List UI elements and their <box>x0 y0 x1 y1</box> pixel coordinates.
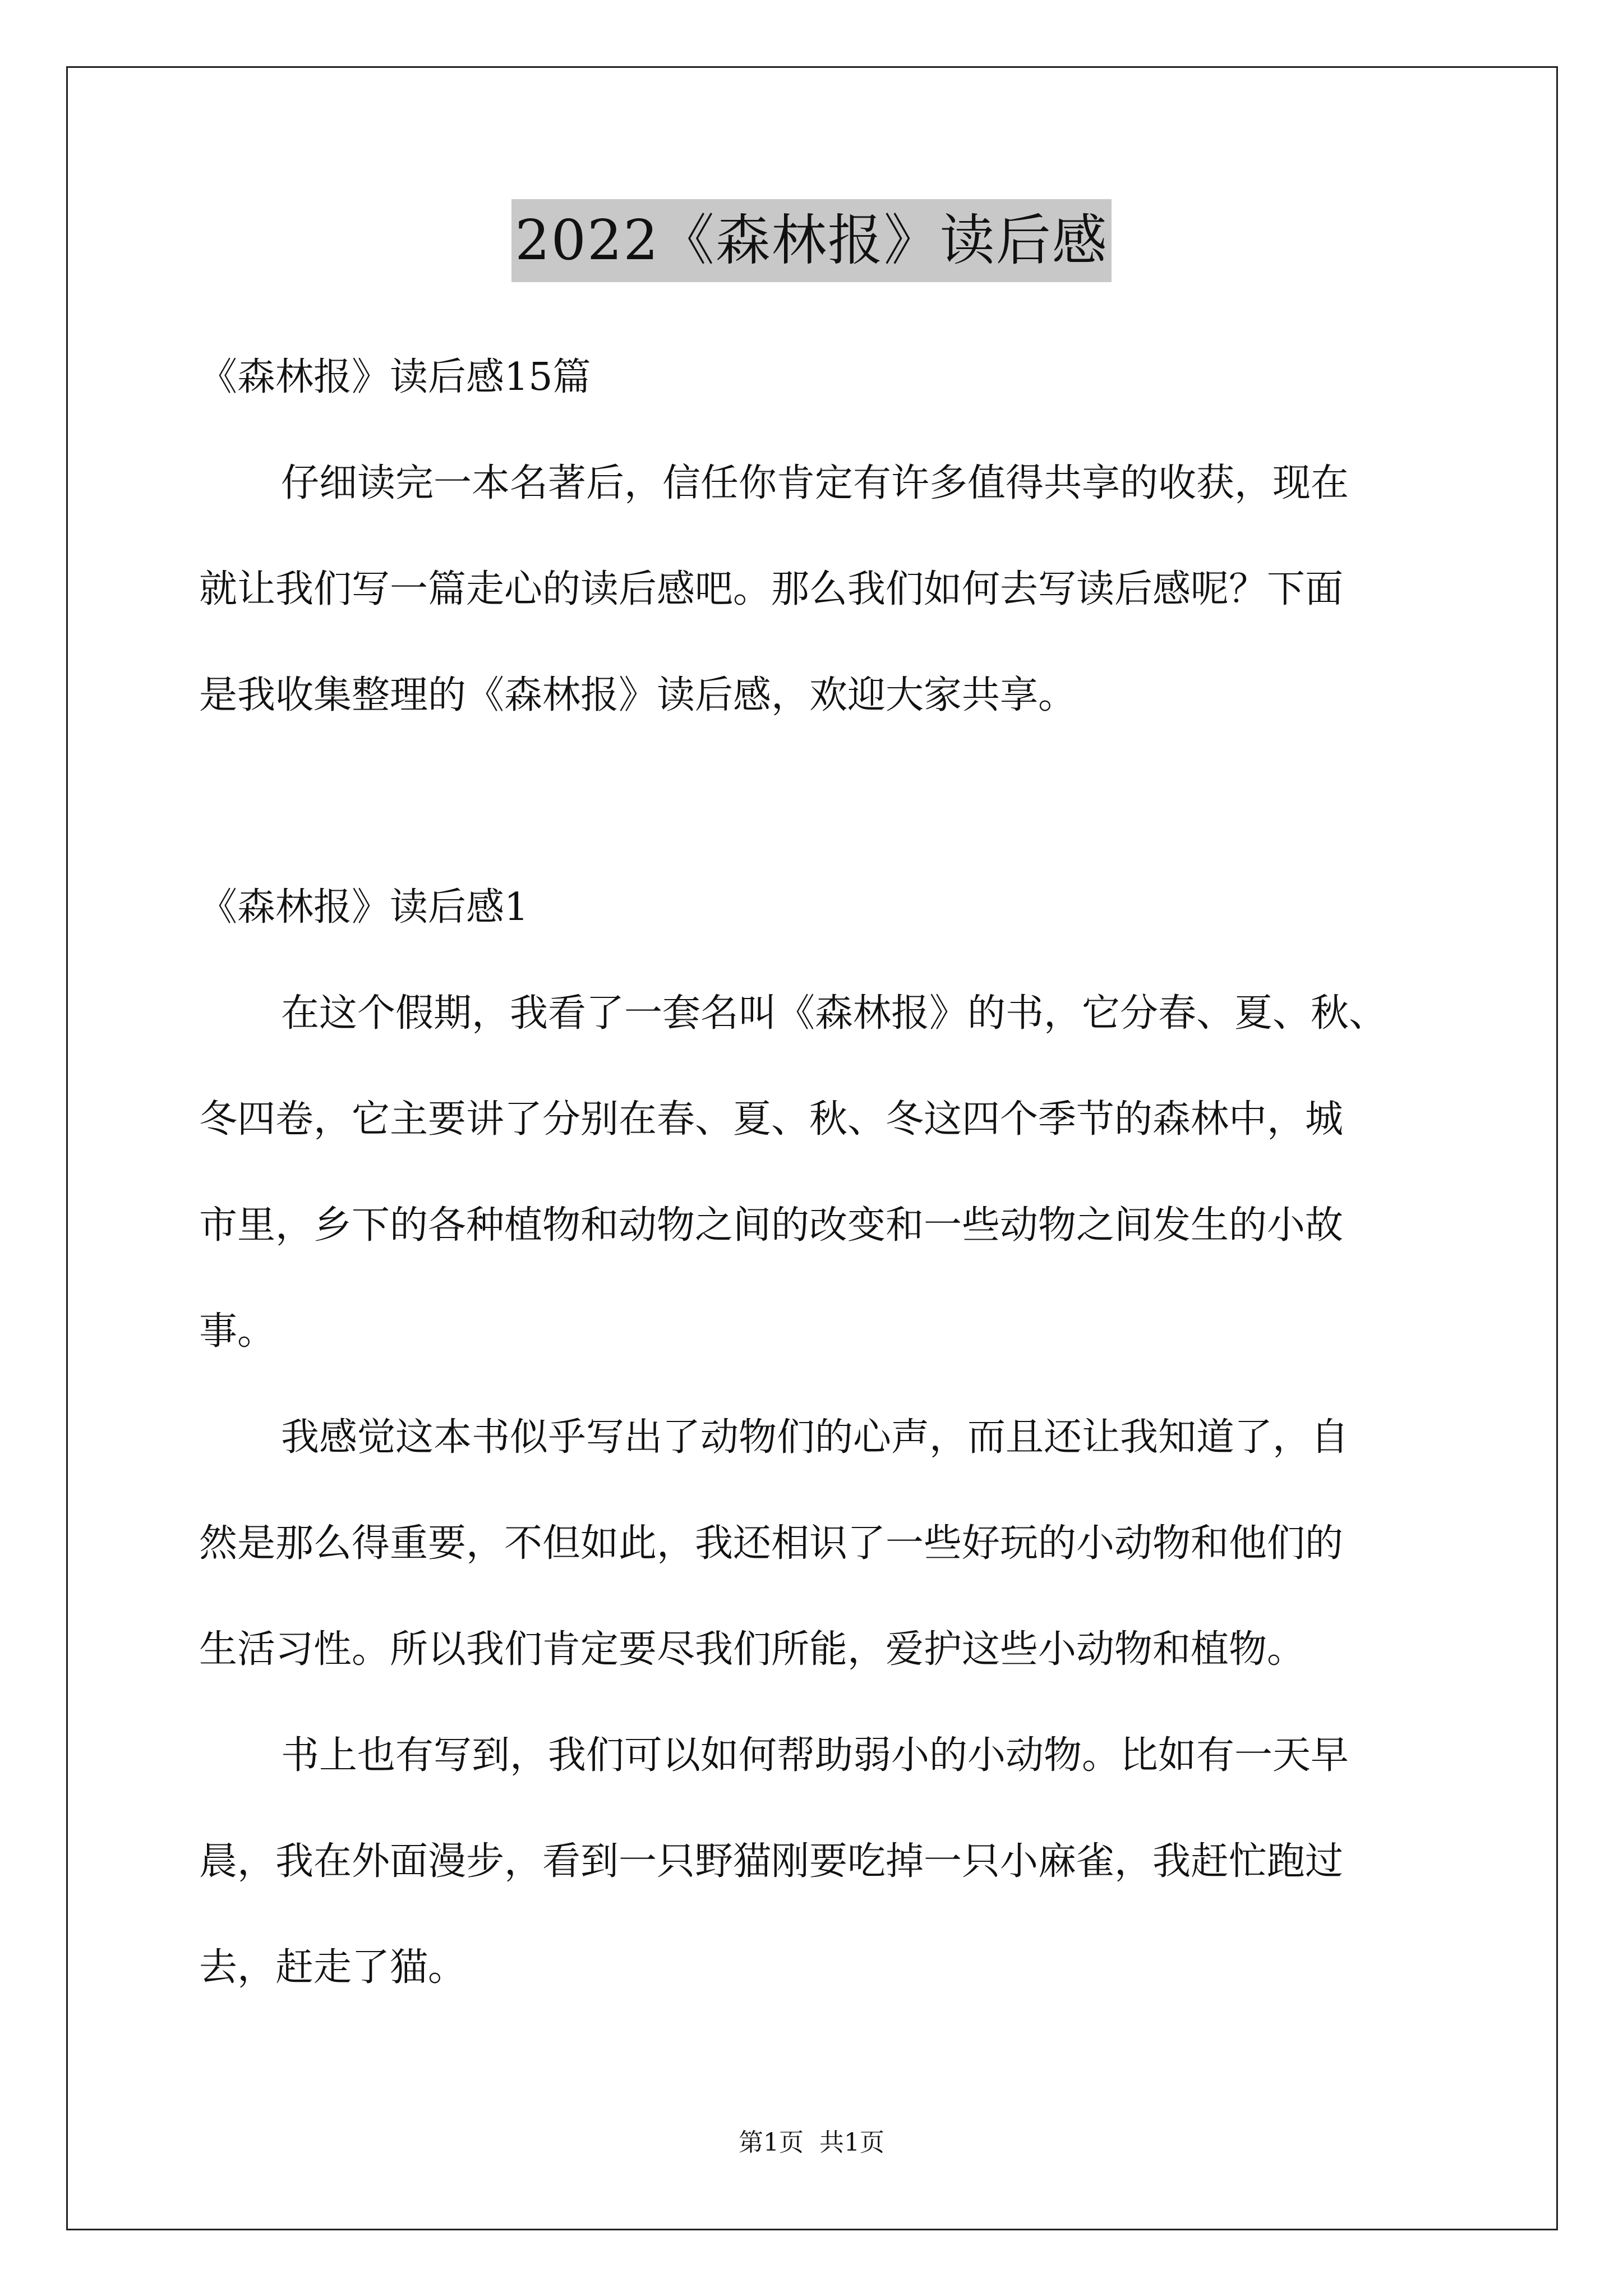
page-number: 第1页 <box>739 2128 804 2157</box>
page-total: 共1页 <box>819 2128 884 2157</box>
document-title: 2022《森林报》读后感 <box>511 199 1111 282</box>
paragraph-line: 书上也有写到，我们可以如何帮助弱小的小动物。比如有一天早 <box>281 1733 1349 1778</box>
paragraph-line: 冬四卷，它主要讲了分别在春、夏、秋、冬这四个季节的森林中，城 <box>199 1097 1344 1142</box>
paragraph-line: 事。 <box>199 1309 276 1354</box>
paragraph-line: 在这个假期，我看了一套名叫《森林报》的书，它分春、夏、秋、 <box>281 991 1387 1036</box>
section-heading: 《森林报》读后感1 <box>199 885 529 930</box>
intro-line: 是我收集整理的《森林报》读后感，欢迎大家共享。 <box>199 673 1077 717</box>
paragraph-line: 生活习性。所以我们肯定要尽我们所能，爱护这些小动物和植物。 <box>199 1627 1306 1672</box>
paragraph-line: 然是那么得重要，不但如此，我还相识了一些好玩的小动物和他们的 <box>199 1521 1344 1566</box>
title-container <box>0 199 1623 282</box>
subtitle-main: 《森林报》读后感15篇 <box>199 355 591 399</box>
paragraph-line: 去，赶走了猫。 <box>199 1945 467 1990</box>
intro-line: 仔细读完一本名著后，信任你肯定有许多值得共享的收获，现在 <box>281 461 1349 505</box>
paragraph-line: 我感觉这本书似乎写出了动物们的心声，而且还让我知道了，自 <box>281 1415 1349 1460</box>
paragraph-line: 晨，我在外面漫步，看到一只野猫刚要吃掉一只小麻雀，我赶忙跑过 <box>199 1839 1344 1884</box>
paragraph-line: 市里，乡下的各种植物和动物之间的改变和一些动物之间发生的小故 <box>199 1203 1344 1248</box>
intro-line: 就让我们写一篇走心的读后感吧。那么我们如何去写读后感呢？下面 <box>199 567 1344 611</box>
page-footer <box>0 2126 1623 2160</box>
